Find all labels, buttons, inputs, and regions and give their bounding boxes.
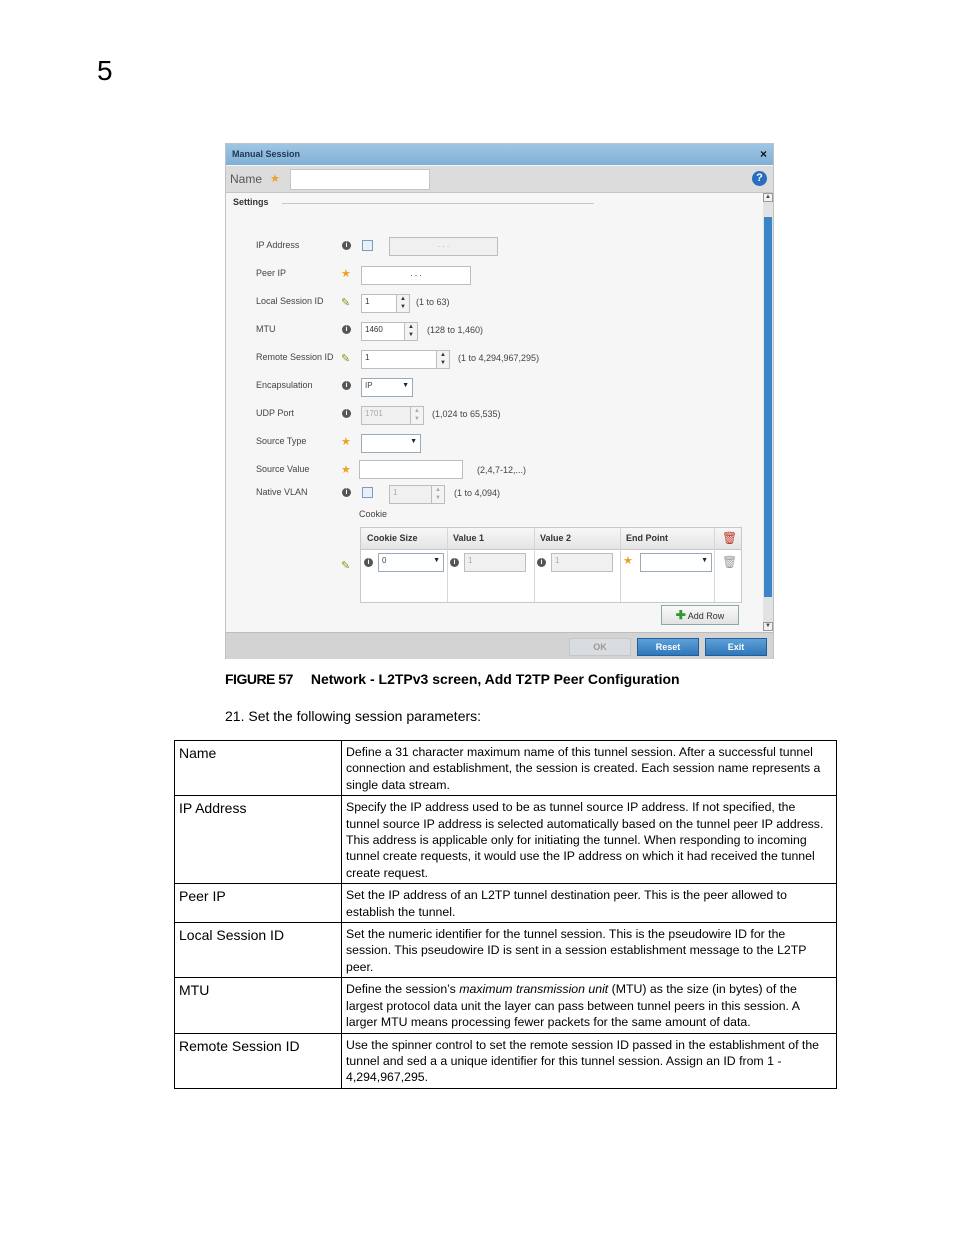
- native-vlan-input[interactable]: 1: [389, 485, 432, 504]
- native-vlan-row: [226, 485, 766, 505]
- remote-session-id-row: [226, 350, 766, 370]
- help-icon[interactable]: ?: [752, 171, 767, 186]
- chevron-down-icon: ▼: [410, 438, 417, 445]
- source-type-row: [226, 434, 766, 454]
- param-description: Define a 31 character maximum name of this tunnel session. After a successful tunnel connection and establishment, the session is created. Each session name represents a single data stream.: [342, 741, 837, 796]
- pencil-icon: ✎: [341, 297, 351, 309]
- udp-port-label: UDP Port: [256, 408, 294, 418]
- param-name: IP Address: [175, 796, 342, 884]
- source-type-select[interactable]: [361, 434, 421, 453]
- info-icon: i: [342, 325, 351, 334]
- cookie-table-header: [361, 528, 741, 550]
- column-header: Value 1: [453, 533, 485, 543]
- manual-session-dialog: [225, 143, 774, 659]
- figure-number: FIGURE 57: [225, 671, 293, 687]
- chevron-down-icon: ▼: [701, 557, 708, 564]
- source-value-label: Source Value: [256, 464, 310, 474]
- udp-port-hint: (1,024 to 65,535): [432, 409, 501, 419]
- column-header: End Point: [626, 533, 668, 543]
- table-row: [175, 796, 837, 884]
- ip-address-input[interactable]: . . .: [389, 237, 498, 256]
- info-icon: i: [364, 558, 373, 567]
- info-icon: i: [450, 558, 459, 567]
- table-row: [175, 741, 837, 796]
- column-divider: [447, 528, 448, 602]
- column-header: Value 2: [540, 533, 572, 543]
- spinner-icon[interactable]: ▲ ▼: [410, 406, 424, 425]
- pencil-icon: ✎: [341, 560, 351, 572]
- spinner-icon[interactable]: ▲ ▼: [436, 350, 450, 369]
- mtu-label: MTU: [256, 324, 276, 334]
- name-input[interactable]: [290, 169, 430, 190]
- ip-address-row: [226, 238, 766, 258]
- close-icon[interactable]: ×: [759, 147, 767, 161]
- parameter-table: [174, 740, 837, 1089]
- source-value-hint: (2,4,7-12,...): [477, 465, 527, 475]
- scroll-up-icon[interactable]: ▲: [763, 193, 773, 202]
- figure-caption: [225, 671, 680, 687]
- settings-heading: Settings: [233, 197, 269, 207]
- mtu-row: [226, 322, 766, 342]
- chevron-down-icon: ▼: [402, 382, 409, 389]
- scroll-down-icon[interactable]: ▼: [763, 622, 773, 631]
- peer-ip-row: [226, 266, 766, 286]
- column-header: Cookie Size: [367, 533, 418, 543]
- param-description: Use the spinner control to set the remote session ID passed in the establishment of the tunnel and sed a a unique identifier for this tunnel session. Assign an ID from 1 - 4,294,967,295.: [342, 1033, 837, 1088]
- remote-session-id-input[interactable]: 1: [361, 350, 437, 369]
- mtu-hint: (128 to 1,460): [427, 325, 484, 335]
- cookie-label: Cookie: [359, 509, 388, 519]
- spinner-icon[interactable]: ▲ ▼: [404, 322, 418, 341]
- name-label: Name: [230, 172, 263, 186]
- remote-session-id-label: Remote Session ID: [256, 352, 334, 362]
- figure-title: Network - L2TPv3 screen, Add T2TP Peer Configuration: [310, 671, 680, 687]
- spinner-icon[interactable]: ▲ ▼: [396, 294, 410, 313]
- add-row-label: Add Row: [687, 611, 725, 621]
- param-name: Local Session ID: [175, 923, 342, 978]
- param-description: Specify the IP address used to be as tunnel source IP address. If not specified, the tunnel source IP address is selected automatically based on the tunnel peer IP address. This address is applicable only for initiating the tunnel. When responding to incoming tunnel create requests, it would use the IP address on which it had received the tunnel create request.: [342, 796, 837, 884]
- spinner-icon[interactable]: ▲ ▼: [431, 485, 445, 504]
- native-vlan-hint: (1 to 4,094): [454, 488, 501, 498]
- info-icon: i: [342, 409, 351, 418]
- exit-button[interactable]: Exit: [705, 638, 767, 656]
- info-icon: i: [537, 558, 546, 567]
- info-icon: i: [342, 381, 351, 390]
- local-session-id-row: [226, 294, 766, 314]
- column-divider: [620, 528, 621, 602]
- peer-ip-input[interactable]: . . .: [361, 266, 471, 285]
- delete-row-trash-icon[interactable]: 🗑: [722, 555, 738, 569]
- desc-post: (MTU) as the size (in bytes) of the largest protocol data unit the layer can pass between tunnel peers in this session. A larger MTU means processing fewer packets for the same amount of data.: [346, 982, 800, 1030]
- desc-pre: Define the session’s: [346, 982, 460, 997]
- udp-port-row: [226, 406, 766, 426]
- ip-address-checkbox[interactable]: [362, 240, 373, 251]
- dialog-footer: [226, 632, 773, 659]
- source-value-row: [226, 462, 766, 482]
- cookie-size-select[interactable]: [378, 553, 444, 572]
- step-text: 21. Set the following session parameters:: [225, 708, 482, 724]
- param-description: Set the IP address of an L2TP tunnel destination peer. This is the peer allowed to establish the tunnel.: [342, 884, 837, 923]
- encapsulation-select[interactable]: [361, 378, 413, 397]
- peer-ip-label: Peer IP: [256, 268, 287, 278]
- chapter-number: 5: [97, 55, 113, 86]
- source-type-label: Source Type: [256, 436, 307, 446]
- cookie-table: [360, 527, 742, 603]
- param-name: MTU: [175, 978, 342, 1033]
- udp-port-input[interactable]: 1701: [361, 406, 411, 425]
- required-star-icon: ★: [623, 555, 633, 567]
- ip-address-label: IP Address: [256, 240, 300, 250]
- value2-input[interactable]: 1: [551, 553, 613, 572]
- dialog-title-bar: [226, 144, 773, 165]
- plus-icon: ✚: [675, 608, 686, 622]
- value1-input[interactable]: 1: [464, 553, 526, 572]
- name-bar: [226, 166, 773, 193]
- delete-all-trash-icon[interactable]: 🗑: [722, 531, 738, 545]
- cookie-size-value: 0: [382, 556, 387, 565]
- reset-button[interactable]: Reset: [637, 638, 699, 656]
- native-vlan-label: Native VLAN: [256, 487, 308, 497]
- info-icon: i: [342, 488, 351, 497]
- info-icon: i: [342, 241, 351, 250]
- param-description: Set the numeric identifier for the tunnel session. This is the pseudowire ID for the session. This pseudowire ID is sent in a session establishment message to the L2TP peer.: [342, 923, 837, 978]
- param-name: Name: [175, 741, 342, 796]
- chevron-down-icon: ▼: [433, 557, 440, 564]
- native-vlan-checkbox[interactable]: [362, 487, 373, 498]
- table-row: [175, 978, 837, 1033]
- dialog-title: Manual Session: [232, 149, 301, 159]
- encapsulation-label: Encapsulation: [256, 380, 313, 390]
- required-star-icon: ★: [341, 436, 351, 448]
- local-session-id-hint: (1 to 63): [416, 297, 450, 307]
- pencil-icon: ✎: [341, 353, 351, 365]
- required-star-icon: ★: [341, 268, 351, 280]
- required-star-icon: ★: [270, 173, 280, 185]
- settings-divider: [282, 203, 594, 204]
- column-divider: [714, 528, 715, 602]
- encapsulation-row: [226, 378, 766, 398]
- source-value-input[interactable]: [359, 460, 463, 479]
- param-name: Remote Session ID: [175, 1033, 342, 1088]
- table-row: [175, 923, 837, 978]
- required-star-icon: ★: [341, 464, 351, 476]
- table-row: [175, 1033, 837, 1088]
- mtu-input[interactable]: 1460: [361, 322, 405, 341]
- local-session-id-label: Local Session ID: [256, 296, 324, 306]
- ok-button[interactable]: OK: [569, 638, 631, 656]
- encapsulation-value: IP: [365, 381, 373, 390]
- end-point-select[interactable]: [640, 553, 712, 572]
- add-row-button[interactable]: [661, 605, 739, 625]
- remote-session-id-hint: (1 to 4,294,967,295): [458, 353, 540, 363]
- local-session-id-input[interactable]: 1: [361, 294, 397, 313]
- param-name: Peer IP: [175, 884, 342, 923]
- table-row: [175, 884, 837, 923]
- column-divider: [534, 528, 535, 602]
- desc-emphasis: maximum transmission unit: [459, 982, 609, 997]
- param-description: [342, 978, 837, 1033]
